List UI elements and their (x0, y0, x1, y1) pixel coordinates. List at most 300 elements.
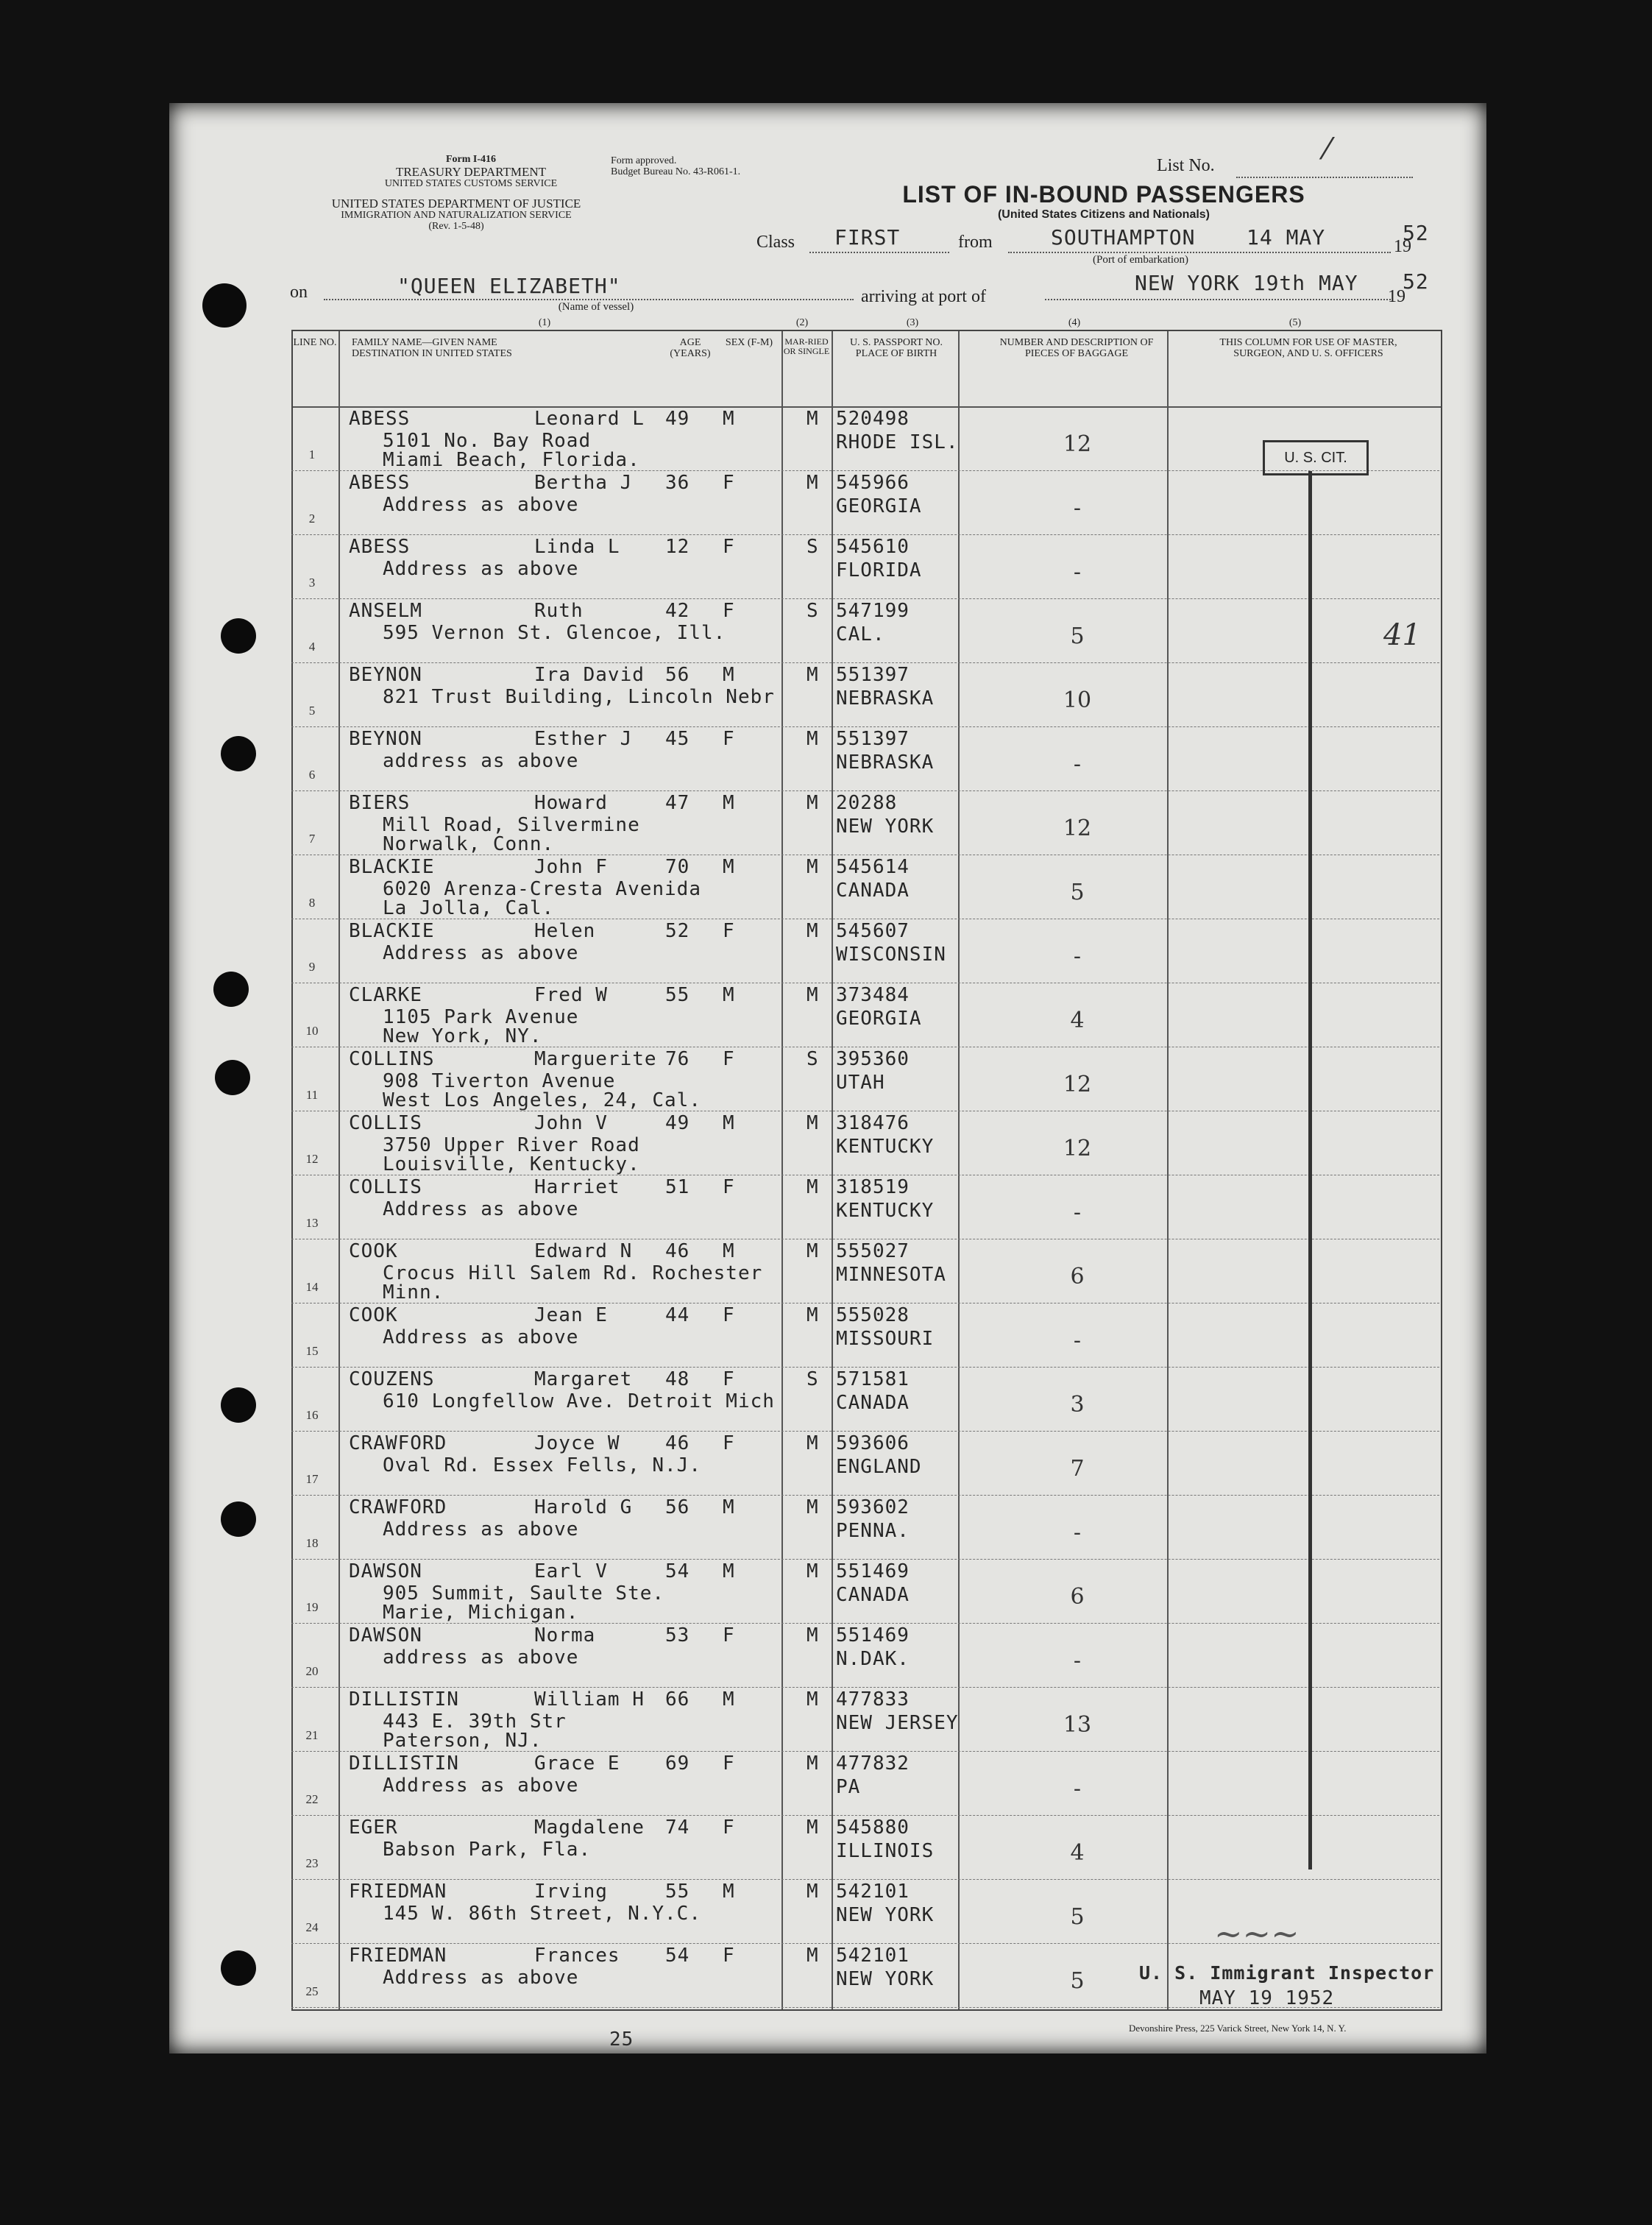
col-header-line: LINE NO. (293, 337, 337, 348)
justice-dept: UNITED STATES DEPARTMENT OF JUSTICE (331, 197, 581, 211)
port-embark-label: (Port of embarkation) (1093, 254, 1188, 266)
destination-line2: New York, NY. (383, 1025, 542, 1047)
passenger-marital-status: M (806, 1112, 819, 1134)
passenger-sex: M (723, 984, 735, 1006)
passenger-given-name: Harriet (534, 1176, 620, 1198)
baggage-count: - (1073, 1520, 1082, 1546)
passenger-family-name: CRAWFORD (349, 1496, 447, 1518)
passenger-family-name: CLARKE (349, 984, 422, 1006)
destination-line1: 145 W. 86th Street, N.Y.C. (383, 1903, 701, 1925)
passenger-marital-status: M (806, 1560, 819, 1582)
vessel-label: (Name of vessel) (558, 301, 634, 313)
passenger-marital-status: S (806, 600, 819, 622)
from-value: SOUTHAMPTON (1051, 225, 1196, 250)
passenger-family-name: ABESS (349, 472, 411, 494)
passenger-family-name: BLACKIE (349, 920, 435, 942)
footer-stamp: 25 (609, 2028, 634, 2051)
passenger-sex: M (723, 408, 735, 430)
place-of-birth: PA (836, 1776, 861, 1798)
passenger-given-name: John F (534, 856, 608, 878)
punch-hole (221, 618, 256, 654)
budget-header (611, 156, 802, 177)
row-rule (291, 790, 1439, 791)
passenger-family-name: BLACKIE (349, 856, 435, 878)
punch-hole (221, 1387, 256, 1423)
passenger-age: 48 (665, 1368, 690, 1390)
treasury-dept: TREASURY DEPARTMENT (395, 164, 547, 179)
destination-line1: address as above (383, 750, 579, 772)
baggage-count: - (1073, 1776, 1082, 1802)
passenger-sex: F (723, 472, 735, 494)
passenger-given-name: Irving (534, 1881, 608, 1903)
passenger-age: 52 (665, 920, 690, 942)
place-of-birth: KENTUCKY (836, 1136, 935, 1158)
passport-number: 593602 (836, 1496, 910, 1518)
passenger-age: 49 (665, 1112, 690, 1134)
passport-number: 555028 (836, 1304, 910, 1326)
passenger-family-name: DAWSON (349, 1560, 422, 1582)
baggage-count: - (1073, 1200, 1082, 1225)
destination-line1: Crocus Hill Salem Rd. Rochester (383, 1262, 763, 1284)
inspector-label: U. S. Immigrant Inspector (1139, 1962, 1435, 1984)
passport-number: 593606 (836, 1432, 910, 1454)
passenger-sex: M (723, 1240, 735, 1262)
line-number: 23 (305, 1856, 319, 1870)
list-no-line (1236, 177, 1413, 178)
baggage-count: 5 (1070, 1904, 1085, 1930)
passenger-sex: F (723, 728, 735, 750)
place-of-birth: FLORIDA (836, 559, 922, 581)
col-header-age: AGE (YEARS) (670, 337, 711, 360)
place-of-birth: ILLINOIS (836, 1840, 935, 1862)
passenger-sex: F (723, 1752, 735, 1775)
arrival-port: NEW YORK 19th MAY (1135, 271, 1358, 295)
passport-number: 551397 (836, 664, 910, 686)
printer-imprint: Devonshire Press, 225 Varick Street, New York 14, N. Y. (1129, 2023, 1347, 2034)
passenger-given-name: Harold G (534, 1496, 633, 1518)
passenger-given-name: Magdalene (534, 1817, 645, 1839)
destination-line2: Marie, Michigan. (383, 1602, 579, 1624)
passenger-family-name: DILLISTIN (349, 1688, 459, 1711)
inspector-signature: ~~~ (1214, 1914, 1300, 1953)
place-of-birth: UTAH (836, 1072, 885, 1094)
place-of-birth: WISCONSIN (836, 944, 946, 966)
destination-line1: Address as above (383, 1198, 579, 1220)
baggage-count: 6 (1070, 1264, 1085, 1290)
ins-service: IMMIGRATION AND NATURALIZATION SERVICE (341, 209, 572, 221)
col-header-sex: SEX (F-M) (725, 337, 773, 348)
arriving-label: arriving at port of (861, 287, 986, 306)
place-of-birth: NEW JERSEY (836, 1712, 959, 1734)
line-number: 18 (305, 1536, 319, 1550)
passenger-family-name: CRAWFORD (349, 1432, 447, 1454)
passenger-sex: F (723, 1048, 735, 1070)
passport-number: 542101 (836, 1881, 910, 1903)
passenger-given-name: Bertha J (534, 472, 633, 494)
col-header-passport: U. S. PASSPORT NO. PLACE OF BIRTH (850, 337, 943, 360)
line-number: 4 (308, 640, 316, 654)
passport-number: 551469 (836, 1624, 910, 1646)
line-number: 6 (308, 768, 316, 782)
passenger-sex: F (723, 1624, 735, 1646)
passport-number: 545966 (836, 472, 910, 494)
passenger-sex: M (723, 1688, 735, 1711)
passenger-given-name: Joyce W (534, 1432, 620, 1454)
baggage-count: - (1073, 495, 1082, 521)
baggage-count: 10 (1063, 687, 1092, 713)
from-date: 14 MAY (1247, 225, 1326, 250)
passport-number: 545610 (836, 536, 910, 558)
baggage-count: 12 (1063, 1072, 1092, 1097)
place-of-birth: NEW YORK (836, 1968, 935, 1990)
form-header-left (294, 155, 648, 189)
place-of-birth: CANADA (836, 1584, 910, 1606)
passport-number: 20288 (836, 792, 898, 814)
passport-number: 555027 (836, 1240, 910, 1262)
passenger-marital-status: M (806, 1945, 819, 1967)
passenger-marital-status: M (806, 1817, 819, 1839)
passenger-given-name: Grace E (534, 1752, 620, 1775)
passenger-age: 69 (665, 1752, 690, 1775)
passenger-marital-status: M (806, 1752, 819, 1775)
destination-line1: 610 Longfellow Ave. Detroit Mich (383, 1390, 775, 1412)
passenger-given-name: Howard (534, 792, 608, 814)
place-of-birth: CAL. (836, 623, 885, 645)
passport-number: 373484 (836, 984, 910, 1006)
line-number: 14 (305, 1280, 319, 1294)
page-title: LIST OF IN-BOUND PASSENGERS (902, 181, 1305, 208)
list-no-label: List No. (1157, 156, 1215, 175)
passenger-marital-status: M (806, 664, 819, 686)
passenger-given-name: Fred W (534, 984, 608, 1006)
vessel-name: "QUEEN ELIZABETH" (397, 274, 621, 298)
passenger-marital-status: M (806, 856, 819, 878)
place-of-birth: CANADA (836, 1392, 910, 1414)
col-num-4: (4) (1068, 317, 1081, 328)
col-divider (958, 331, 960, 2009)
place-of-birth: GEORGIA (836, 1008, 922, 1030)
destination-line1: Oval Rd. Essex Fells, N.J. (383, 1454, 701, 1476)
destination-line1: Mill Road, Silvermine (383, 814, 640, 836)
passenger-family-name: DILLISTIN (349, 1752, 459, 1775)
passenger-sex: F (723, 536, 735, 558)
col-num-2: (2) (795, 317, 809, 328)
passport-number: 571581 (836, 1368, 910, 1390)
passenger-family-name: COUZENS (349, 1368, 435, 1390)
place-of-birth: CANADA (836, 880, 910, 902)
passenger-marital-status: M (806, 1176, 819, 1198)
year-value: 52 (1403, 221, 1429, 245)
line-number: 3 (308, 576, 316, 590)
passenger-age: 36 (665, 472, 690, 494)
customs-service: UNITED STATES CUSTOMS SERVICE (384, 177, 558, 189)
baggage-count: 3 (1070, 1392, 1085, 1418)
arrival-year: 52 (1403, 269, 1429, 294)
passenger-age: 70 (665, 856, 690, 878)
destination-line1: 595 Vernon St. Glencoe, Ill. (383, 622, 726, 644)
passenger-given-name: Ira David (534, 664, 645, 686)
justice-header (287, 197, 625, 232)
col-divider (1167, 331, 1169, 2009)
passenger-given-name: Marguerite (534, 1048, 657, 1070)
destination-line1: Babson Park, Fla. (383, 1839, 592, 1861)
passenger-marital-status: S (806, 1368, 819, 1390)
passenger-family-name: COLLIS (349, 1112, 422, 1134)
baggage-count: - (1073, 1648, 1082, 1674)
passenger-given-name: Frances (534, 1945, 620, 1967)
vessel-line (324, 299, 854, 300)
baggage-count: 13 (1063, 1712, 1092, 1738)
passenger-marital-status: M (806, 1496, 819, 1518)
place-of-birth: NEBRASKA (836, 751, 935, 774)
passenger-sex: M (723, 856, 735, 878)
destination-line1: 6020 Arenza-Cresta Avenida (383, 878, 701, 900)
passenger-age: 54 (665, 1945, 690, 1967)
passport-number: 318519 (836, 1176, 910, 1198)
line-number: 16 (305, 1408, 319, 1422)
class-value: FIRST (834, 225, 901, 250)
col-num-1: (1) (538, 317, 551, 328)
baggage-count: 12 (1063, 1136, 1092, 1161)
line-number: 8 (308, 896, 316, 910)
destination-line1: Address as above (383, 494, 579, 516)
destination-line2: La Jolla, Cal. (383, 897, 555, 919)
passenger-family-name: FRIEDMAN (349, 1881, 447, 1903)
passenger-age: 47 (665, 792, 690, 814)
col-divider (781, 331, 783, 2009)
line-number: 13 (305, 1216, 319, 1230)
passenger-family-name: EGER (349, 1817, 398, 1839)
baggage-count: 5 (1070, 623, 1085, 649)
class-line (809, 252, 949, 253)
passenger-family-name: BEYNON (349, 664, 422, 686)
passenger-given-name: Margaret (534, 1368, 633, 1390)
passenger-marital-status: S (806, 1048, 819, 1070)
baggage-count: - (1073, 944, 1082, 969)
class-label: Class (756, 233, 795, 252)
line-number: 15 (305, 1344, 319, 1358)
from-line (1008, 252, 1391, 253)
arrival-year-prefix: 19 (1388, 287, 1405, 306)
passenger-given-name: Earl V (534, 1560, 608, 1582)
passenger-sex: F (723, 1176, 735, 1198)
destination-line2: Norwalk, Conn. (383, 833, 555, 855)
line-number: 21 (305, 1728, 319, 1742)
destination-line2: Paterson, NJ. (383, 1730, 542, 1752)
row-rule (291, 1815, 1439, 1816)
baggage-count: 6 (1070, 1584, 1085, 1610)
passenger-given-name: Norma (534, 1624, 596, 1646)
on-label: on (290, 283, 308, 302)
passenger-marital-status: M (806, 408, 819, 430)
col-divider (338, 331, 340, 2009)
passenger-sex: F (723, 600, 735, 622)
col-header-baggage: NUMBER AND DESCRIPTION OF PIECES OF BAGGAGE (999, 337, 1154, 360)
place-of-birth: NEBRASKA (836, 687, 935, 710)
stamp-bracket-line (1308, 471, 1312, 1870)
passenger-age: 55 (665, 1881, 690, 1903)
passenger-marital-status: M (806, 728, 819, 750)
passenger-age: 12 (665, 536, 690, 558)
passenger-age: 44 (665, 1304, 690, 1326)
line-number: 5 (308, 704, 316, 718)
passport-number: 547199 (836, 600, 910, 622)
passenger-sex: F (723, 1817, 735, 1839)
destination-line1: Address as above (383, 1518, 579, 1540)
passenger-family-name: BEYNON (349, 728, 422, 750)
passenger-family-name: COLLINS (349, 1048, 435, 1070)
passenger-age: 55 (665, 984, 690, 1006)
place-of-birth: KENTUCKY (836, 1200, 935, 1222)
punch-hole (221, 1501, 256, 1537)
passenger-age: 46 (665, 1432, 690, 1454)
destination-line1: 908 Tiverton Avenue (383, 1070, 616, 1092)
punch-hole (213, 972, 249, 1007)
place-of-birth: PENNA. (836, 1520, 910, 1542)
form-number: Form I-416 (445, 154, 497, 165)
destination-line1: Address as above (383, 942, 579, 964)
destination-line1: Address as above (383, 1326, 579, 1348)
passenger-marital-status: M (806, 472, 819, 494)
passenger-sex: M (723, 1560, 735, 1582)
line-number: 17 (305, 1472, 319, 1486)
passenger-marital-status: M (806, 1304, 819, 1326)
row-rule (291, 1431, 1439, 1432)
baggage-count: - (1073, 559, 1082, 585)
passport-number: 318476 (836, 1112, 910, 1134)
passenger-age: 51 (665, 1176, 690, 1198)
place-of-birth: GEORGIA (836, 495, 922, 517)
passenger-family-name: COOK (349, 1304, 398, 1326)
place-of-birth: NEW YORK (836, 1904, 935, 1926)
row-rule (291, 1879, 1439, 1880)
passenger-given-name: Ruth (534, 600, 584, 622)
line-number: 22 (305, 1792, 319, 1806)
passenger-family-name: COOK (349, 1240, 398, 1262)
passport-number: 395360 (836, 1048, 910, 1070)
place-of-birth: ENGLAND (836, 1456, 922, 1478)
passenger-sex: F (723, 1432, 735, 1454)
row-rule (291, 1687, 1439, 1688)
passenger-sex: F (723, 1368, 735, 1390)
col-header-name: FAMILY NAME—GIVEN NAME DESTINATION IN UNITED STATES (352, 337, 512, 360)
list-no-mark: ⁄ (1325, 132, 1330, 166)
passenger-given-name: Edward N (534, 1240, 633, 1262)
baggage-count: 4 (1070, 1008, 1085, 1033)
passenger-age: 56 (665, 1496, 690, 1518)
passenger-given-name: John V (534, 1112, 608, 1134)
place-of-birth: MINNESOTA (836, 1264, 946, 1286)
passenger-sex: M (723, 1496, 735, 1518)
line-number: 20 (305, 1664, 319, 1678)
passenger-sex: F (723, 1304, 735, 1326)
col-num-3: (3) (906, 317, 919, 328)
passport-number: 477833 (836, 1688, 910, 1711)
passenger-age: 46 (665, 1240, 690, 1262)
passport-number: 545880 (836, 1817, 910, 1839)
row-rule (291, 1495, 1439, 1496)
arrival-line (1045, 299, 1391, 300)
place-of-birth: RHODE ISL. (836, 431, 959, 453)
passenger-given-name: Linda L (534, 536, 620, 558)
place-of-birth: MISSOURI (836, 1328, 935, 1350)
passenger-marital-status: M (806, 1432, 819, 1454)
passenger-age: 56 (665, 664, 690, 686)
page-subtitle: (United States Citizens and Nationals) (997, 208, 1210, 221)
row-rule (291, 1559, 1439, 1560)
baggage-count: 5 (1070, 880, 1085, 905)
destination-line1: 443 E. 39th Str (383, 1711, 567, 1733)
destination-line1: 3750 Upper River Road (383, 1134, 640, 1156)
passenger-marital-status: M (806, 792, 819, 814)
passenger-given-name: Leonard L (534, 408, 645, 430)
passport-number: 477832 (836, 1752, 910, 1775)
punch-hole (221, 736, 256, 771)
col-header-married: MAR-RIED OR SINGLE (783, 336, 830, 357)
passenger-family-name: ABESS (349, 536, 411, 558)
destination-line1: 821 Trust Building, Lincoln Nebr (383, 686, 775, 708)
passport-number: 542101 (836, 1945, 910, 1967)
passenger-family-name: ANSELM (349, 600, 422, 622)
passenger-age: 53 (665, 1624, 690, 1646)
revision: (Rev. 1-5-48) (428, 220, 484, 232)
passenger-family-name: FRIEDMAN (349, 1945, 447, 1967)
destination-line1: Address as above (383, 558, 579, 580)
row-rule (291, 726, 1439, 727)
passenger-family-name: DAWSON (349, 1624, 422, 1646)
passenger-given-name: Esther J (534, 728, 633, 750)
passenger-marital-status: M (806, 1688, 819, 1711)
line-number: 10 (305, 1024, 319, 1038)
passenger-family-name: COLLIS (349, 1176, 422, 1198)
line-number: 24 (305, 1920, 319, 1934)
line-number: 1 (308, 448, 316, 461)
punch-hole (202, 283, 247, 328)
passport-number: 545607 (836, 920, 910, 942)
margin-note: 41 (1383, 618, 1421, 652)
line-number: 25 (305, 1984, 319, 1998)
passenger-family-name: BIERS (349, 792, 411, 814)
passenger-sex: M (723, 1112, 735, 1134)
line-number: 9 (308, 960, 316, 974)
passenger-marital-status: M (806, 1240, 819, 1262)
us-citizen-stamp: U. S. CIT. (1263, 440, 1369, 475)
passenger-sex: F (723, 920, 735, 942)
line-number: 11 (305, 1088, 319, 1102)
baggage-count: 5 (1070, 1968, 1085, 1994)
passenger-age: 66 (665, 1688, 690, 1711)
destination-line2: Miami Beach, Florida. (383, 449, 640, 471)
row-rule (291, 598, 1439, 599)
row-rule (291, 534, 1439, 535)
line-number: 12 (305, 1152, 319, 1166)
line-number: 7 (308, 832, 316, 846)
passenger-sex: M (723, 792, 735, 814)
row-rule (291, 662, 1439, 663)
line-number: 2 (308, 512, 316, 526)
destination-line2: West Los Angeles, 24, Cal. (383, 1089, 701, 1111)
col-num-5: (5) (1288, 317, 1302, 328)
row-rule (291, 1367, 1439, 1368)
passenger-age: 42 (665, 600, 690, 622)
place-of-birth: NEW YORK (836, 816, 935, 838)
passport-number: 551397 (836, 728, 910, 750)
passenger-marital-status: M (806, 1881, 819, 1903)
passenger-marital-status: M (806, 920, 819, 942)
passenger-age: 54 (665, 1560, 690, 1582)
from-label: from (958, 233, 993, 252)
passport-number: 551469 (836, 1560, 910, 1582)
